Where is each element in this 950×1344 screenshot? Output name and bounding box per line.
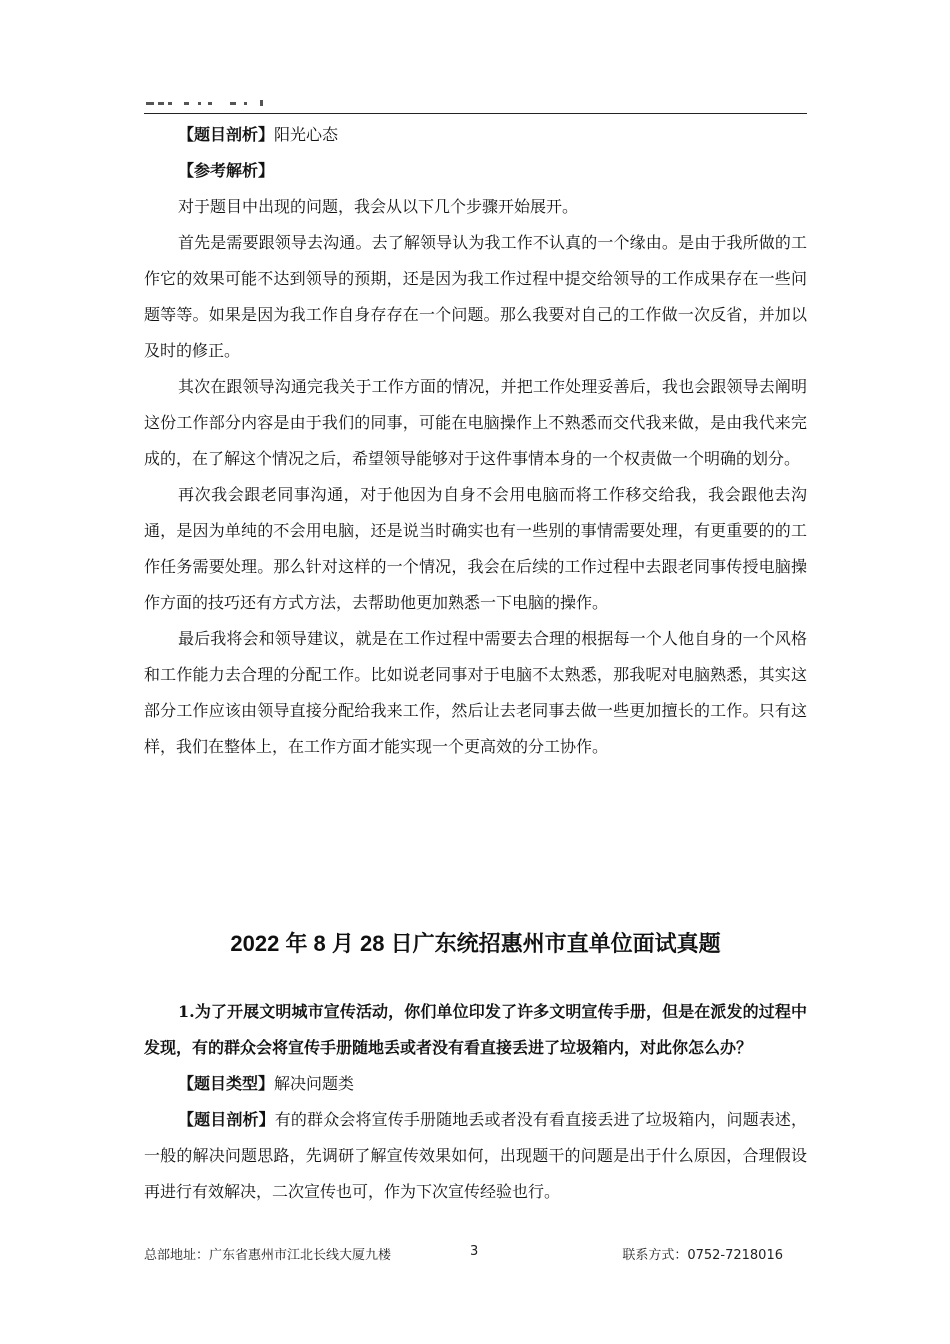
- answer-section: [144, 117, 807, 765]
- question-analysis-line: [144, 1102, 807, 1210]
- footer-address: 总部地址：广东省惠州市江北长线大厦九楼: [144, 1248, 392, 1263]
- topic-analysis-tag: 【题目剖析】: [178, 125, 275, 144]
- question-section: [144, 994, 807, 1210]
- exam-title: 2022 年 8 月 28 日广东统招惠州市直单位面试真题: [230, 931, 721, 956]
- paragraph-5: 最后我将会和领导建议，就是在工作过程中需要去合理的根据每一个人他自身的一个风格和工作能力去合理的分配工作。比如说老同事对于电脑不太熟悉，那我呢对电脑熟悉，其实这部分工作应该由领导直接分配给我来工作，然后让去老同事去做一些更加擅长的工作。只有这样，我们在整体上，在工作方面才能实现一个更高效的分工协作。: [144, 629, 807, 756]
- page-number: 3: [470, 1244, 479, 1259]
- topic-analysis-text: 阳光心态: [274, 125, 339, 144]
- page-footer: [144, 1244, 807, 1266]
- paragraph-3: 其次在跟领导沟通完我关于工作方面的情况，并把工作处理妥善后，我也会跟领导去阐明这份工作部分内容是由于我们的同事，可能在电脑操作上不熟悉而交代我来做，是由我代来完成的，在了解这个情况之后，希望领导能够对于这件事情本身的一个权责做一个明确的划分。: [144, 377, 807, 468]
- question-type-line: [144, 1066, 807, 1102]
- topic-analysis-line: [144, 117, 807, 153]
- footer-contact: 联系方式：0752-7218016: [622, 1248, 783, 1263]
- paragraph-1: 对于题目中出现的问题，我会从以下几个步骤开始展开。: [178, 197, 579, 216]
- paragraph-4: 再次我会跟老同事沟通，对于他因为自身不会用电脑而将工作移交给我，我会跟他去沟通，是因为单纯的不会用电脑，还是说当时确实也有一些别的事情需要处理，有更重要的的工作任务需要处理。那么针对这样的一个情况，我会在后续的工作过程中去跟老同事传授电脑操作方面的技巧还有方式方法，去帮助他更加熟悉一下电脑的操作。: [144, 485, 807, 612]
- question-analysis-text: 有的群众会将宣传手册随地丢或者没有看直接丢进了垃圾箱内，问题表述，一般的解决问题思路，先调研了解宣传效果如何，出现题干的问题是出于什么原因，合理假设再进行有效解决，二次宣传也可，作为下次宣传经验也行。: [144, 1110, 807, 1201]
- reference-answer-tag: 【参考解析】: [178, 161, 275, 180]
- paragraph-2: 首先是需要跟领导去沟通。去了解领导认为我工作不认真的一个缘由。是由于我所做的工作它的效果可能不达到领导的预期，还是因为我工作过程中提交给领导的工作成果存在一些问题等等。如果是因为我工作自身存存在一个问题。那么我要对自己的工作做一次反省，并加以及时的修正。: [144, 233, 807, 360]
- question-type-tag: 【题目类型】: [178, 1074, 275, 1093]
- reference-answer-line: [144, 153, 807, 189]
- header-logo-fragment: [146, 99, 266, 107]
- question-analysis-tag: 【题目剖析】: [178, 1110, 275, 1129]
- question-type-text: 解决问题类: [274, 1074, 355, 1093]
- header-divider: [144, 113, 807, 114]
- question-text: 1.为了开展文明城市宣传活动，你们单位印发了许多文明宣传手册，但是在派发的过程中发现，有的群众会将宣传手册随地丢或者没有看直接丢进了垃圾箱内，对此你怎么办？: [144, 1002, 807, 1057]
